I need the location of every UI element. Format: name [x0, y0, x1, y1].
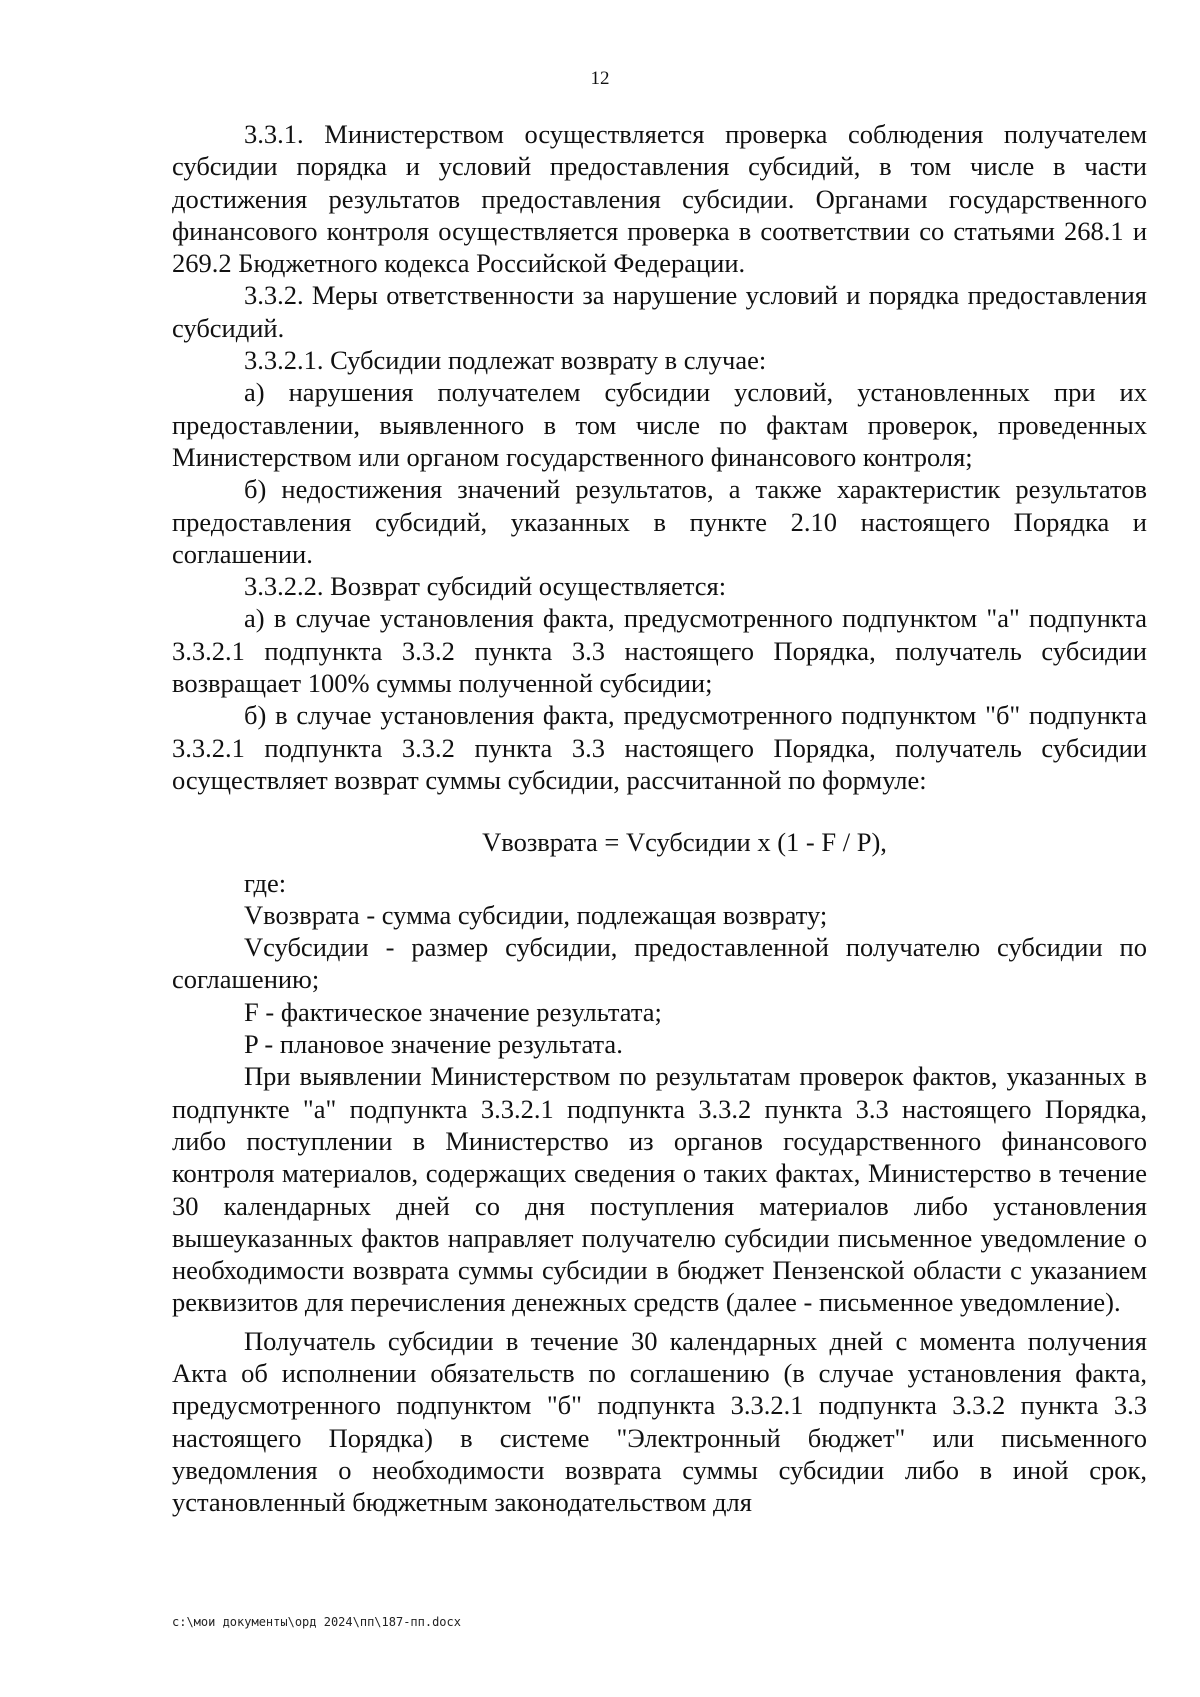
paragraph-3-3-1: 3.3.1. Министерством осуществляется проверка соблюдения получателем субсидии порядка и условий предоставления субсидий, в том числе в части достижения результатов предоставления субсидии. Органами государственного финансового контроля осуществляется проверка в соответствии со статьями 268.1 и 269.2 Бюджетного кодекса Российской Федерации.: [172, 119, 1147, 279]
paragraph-item-a: а) нарушения получателем субсидии условий, установленных при их предоставлении, выявленного в том числе по фактам проверок, проведенных Министерством или органом государственного финансового контроля;: [172, 377, 1147, 472]
paragraph-return-b: б) в случае установления факта, предусмотренного подпунктом "б" подпункта 3.3.2.1 подпункта 3.3.2 пункта 3.3 настоящего Порядка, получатель субсидии осуществляет возврат суммы субсидии, рассчитанной по формуле:: [172, 700, 1147, 795]
paragraph-detection: При выявлении Министерством по результатам проверок фактов, указанных в подпункте "а" подпункта 3.3.2.1 подпункта 3.3.2 пункта 3.3 настоящего Порядка, либо поступлении в Министерство из органов государственного финансового контроля материалов, содержащих сведения о таких фактах, Министерство в течение 30 календарных дней со дня поступления материалов либо установления вышеуказанных фактов направляет получателю субсидии письменное уведомление о необходимости возврата суммы субсидии в бюджет Пензенской области с указанием реквизитов для перечисления денежных средств (далее - письменное уведомление).: [172, 1061, 1147, 1318]
paragraph-3-3-2-2: 3.3.2.2. Возврат субсидий осуществляется:: [244, 571, 727, 602]
definition-v-subsidy: Vсубсидии - размер субсидии, предоставленной получателю субсидии по соглашению;: [172, 932, 1147, 995]
formula: Vвозврата = Vсубсидии x (1 - F / P),: [482, 827, 887, 858]
definition-f: F - фактическое значение результата;: [244, 996, 662, 1027]
page-number: 12: [590, 68, 610, 89]
document-body: [172, 118, 1147, 1518]
where-label: где:: [244, 867, 287, 898]
paragraph-3-3-2: 3.3.2. Меры ответственности за нарушение условий и порядка предоставления субсидий.: [172, 280, 1147, 343]
footer-file-path: c:\мои документы\орд 2024\пп\187-пп.docx: [172, 1615, 461, 1629]
definition-p: P - плановое значение результата.: [244, 1029, 623, 1060]
paragraph-3-3-2-1: 3.3.2.1. Субсидии подлежат возврату в случае:: [244, 345, 767, 376]
paragraph-item-b: б) недостижения значений результатов, а также характеристик результатов предоставления субсидий, указанных в пункте 2.10 настоящего Порядка и соглашении.: [172, 474, 1147, 569]
definition-v-return: Vвозврата - сумма субсидии, подлежащая возврату;: [244, 899, 828, 930]
paragraph-return-a: а) в случае установления факта, предусмотренного подпунктом "а" подпункта 3.3.2.1 подпункта 3.3.2 пункта 3.3 настоящего Порядка, получатель субсидии возвращает 100% суммы полученной субсидии;: [172, 603, 1147, 699]
paragraph-recipient-return: Получатель субсидии в течение 30 календарных дней с момента получения Акта об исполнении обязательств по соглашению (в случае установления факта, предусмотренного подпунктом "б" подпункта 3.3.2.1 подпункта 3.3.2 пункта 3.3 настоящего Порядка) в системе "Электронный бюджет" или письменного уведомления о необходимости возврата суммы субсидии либо в иной срок, установленный бюджетным законодательством для: [172, 1325, 1147, 1518]
